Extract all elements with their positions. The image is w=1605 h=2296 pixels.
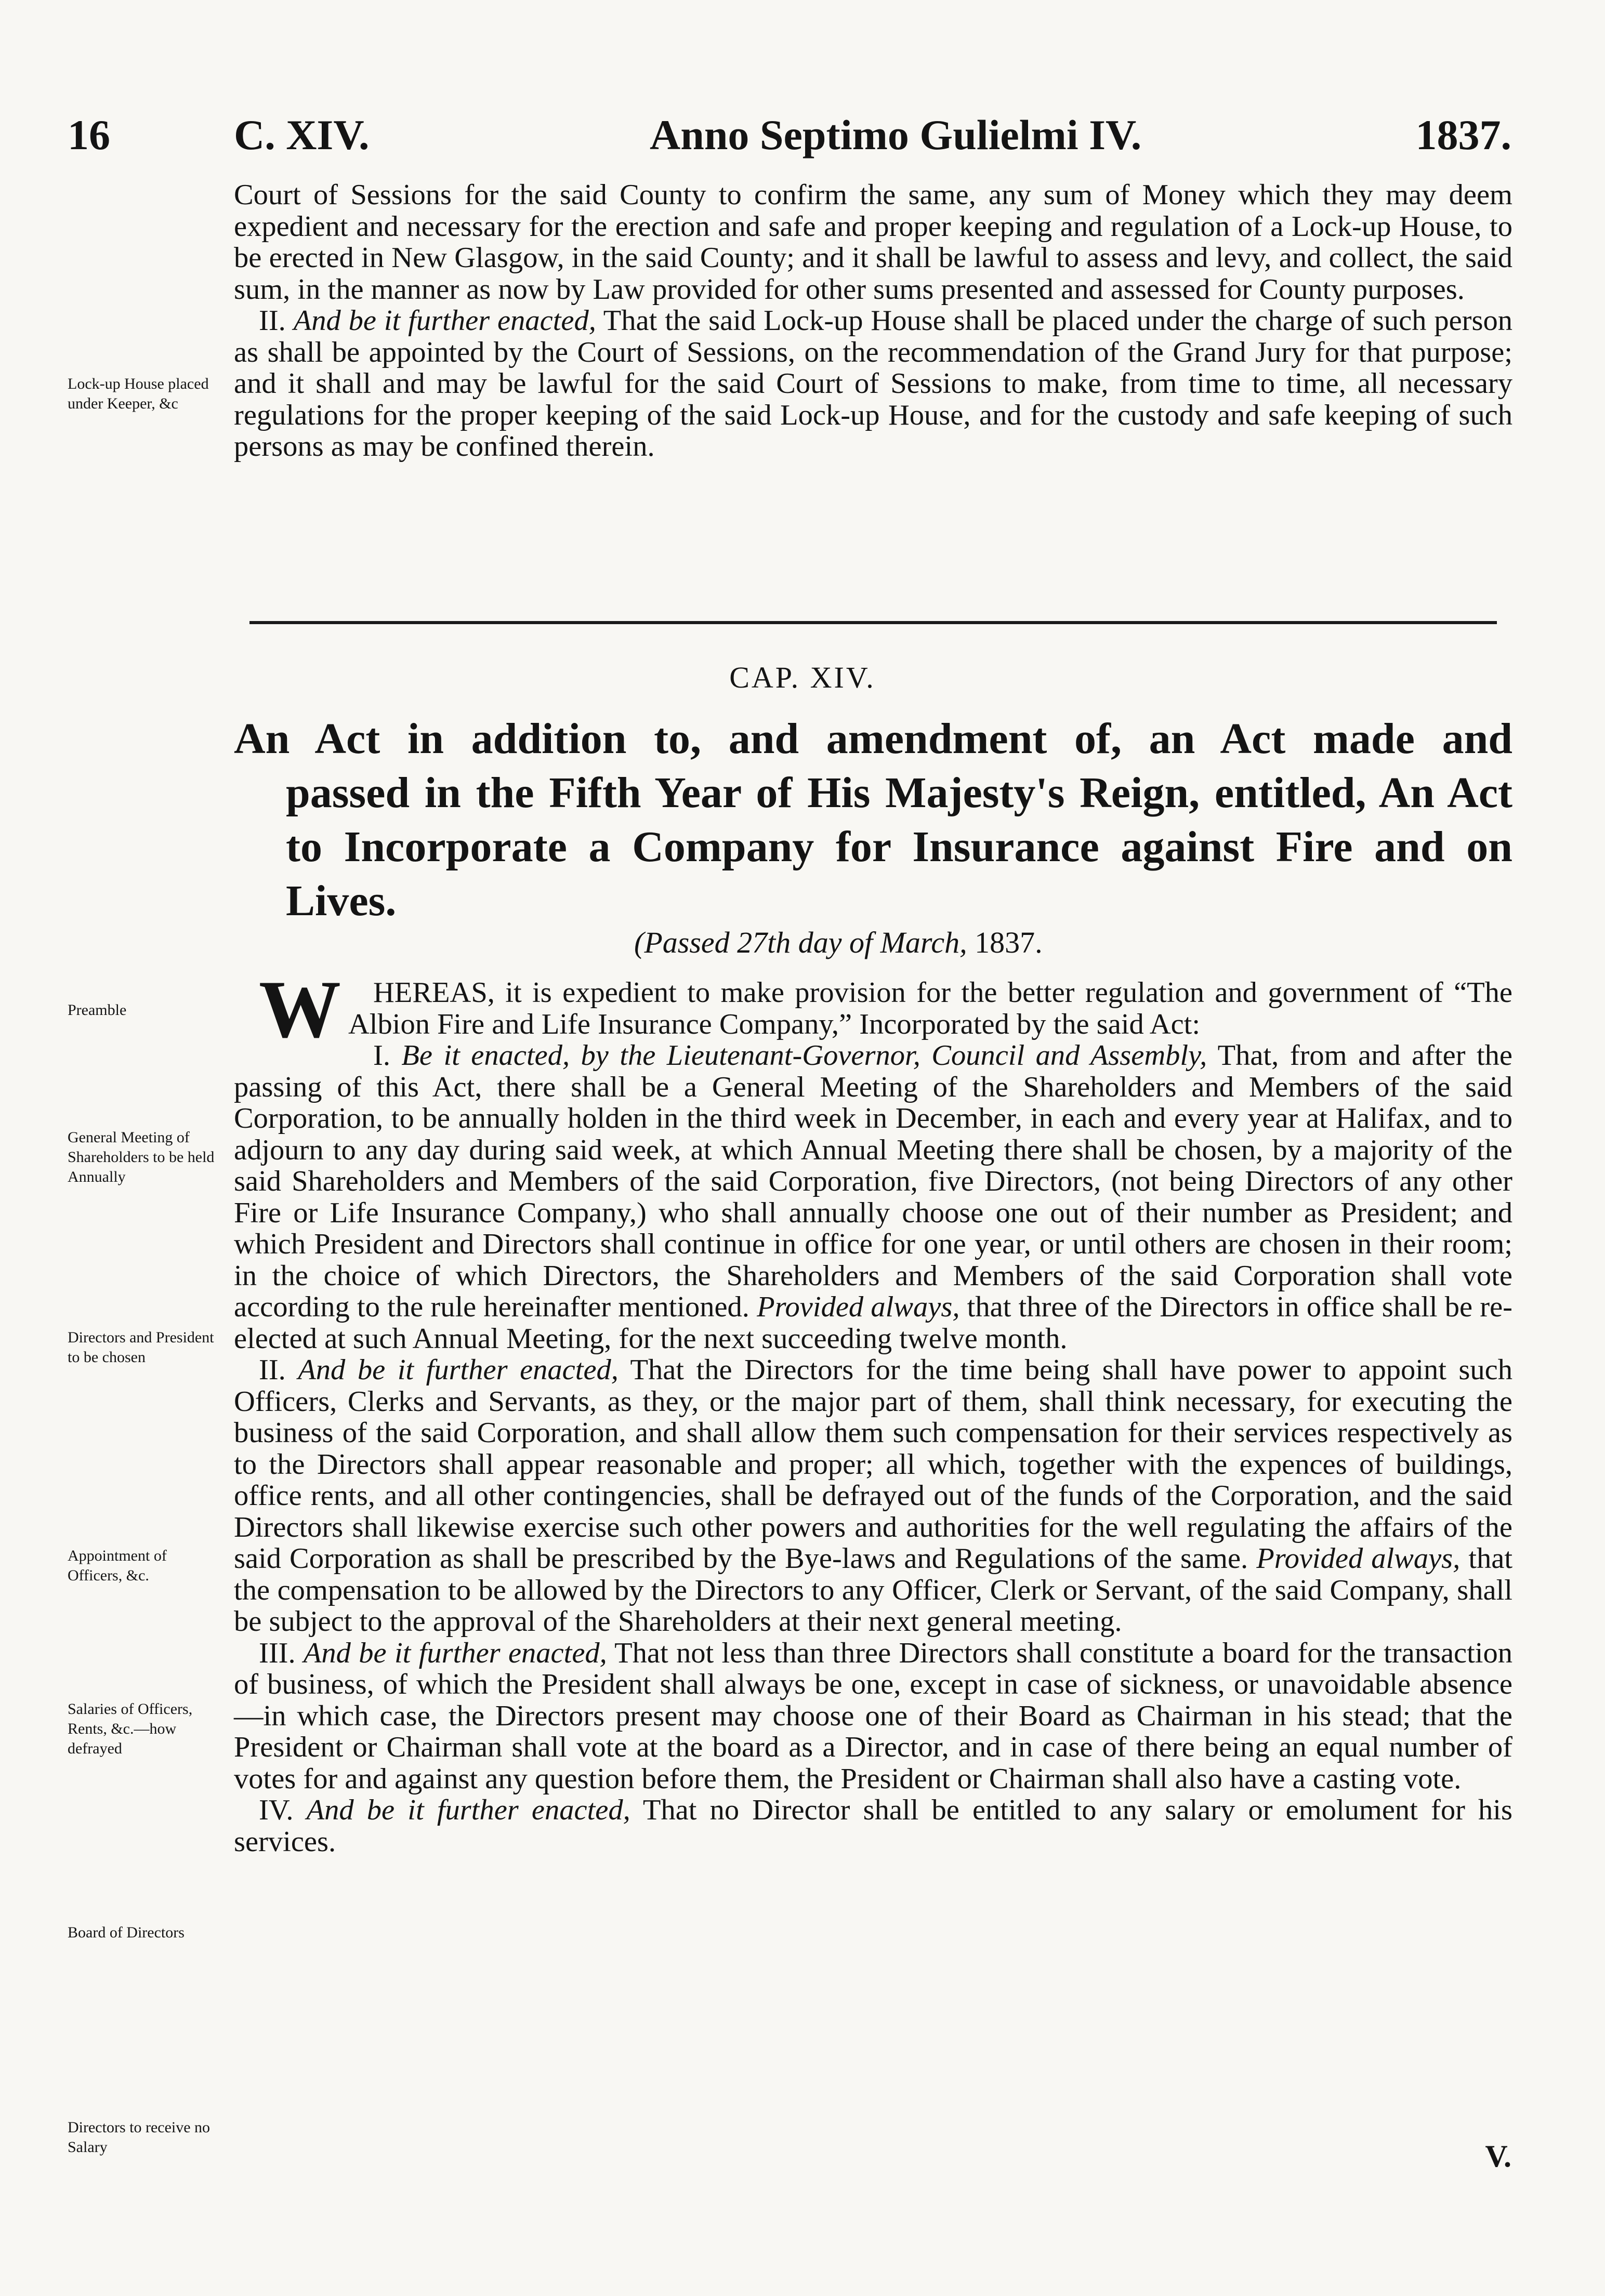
margin-note-general-meeting: General Meeting of Shareholders to be held Annually: [68, 1129, 215, 1185]
act-title-first-line: An Act in addition to, and amendment of, an Act made and: [234, 715, 1512, 763]
passed-year: 1837.: [975, 926, 1043, 959]
proviso-words: Provided always,: [1256, 1542, 1461, 1575]
section-text: That the said Lock-up House shall be placed under the charge of such person as shall be appointed by the Court of Sessions, on the recommendation of the Grand Jury for that purpose; and it shall and may be lawful for the said Court of Sessions to make, from time to time, all necessary regulations for the proper keeping of the said Lock-up House, and for the custody and safe keeping of such persons as may be confined therein.: [234, 305, 1512, 463]
section-1: [234, 1040, 1512, 1354]
cap-heading: CAP. XIV.: [729, 661, 876, 694]
margin-note-board: Board of Directors: [68, 1924, 185, 1941]
enacting-words: Be it enacted, by the Lieutenant-Governor, Council and Assembly,: [401, 1039, 1207, 1072]
carryover-section-2: [234, 305, 1512, 463]
drop-capital: W: [259, 964, 341, 1055]
section-number: I.: [373, 1039, 390, 1072]
preamble-paragraph: [234, 964, 1512, 1055]
margin-note-lockup: Lock-up House placed under Keeper, &c: [68, 375, 209, 412]
section-3: [234, 1638, 1512, 1795]
section-number: II.: [259, 1354, 286, 1386]
section-number: II.: [259, 305, 286, 337]
section-number: III.: [259, 1637, 296, 1669]
proviso-words: Provided always,: [757, 1291, 960, 1323]
enacting-words: And be it further enacted,: [303, 1637, 607, 1669]
header-year: 1837.: [1415, 111, 1511, 159]
section-text: That not less than three Directors shall constitute a board for the transaction of business, of which the President shall always be one, except in case of sickness, or unavoidable absence—in which case, the Directors present may choose one of their Board as Chairman in his stead; that the President or Chairman shall vote at the board as a Director, and in case of there being an equal number of votes for and against any question before them, the President or Chairman shall also have a casting vote.: [234, 1637, 1512, 1795]
margin-note-no-salary: Directors to receive no Salary: [68, 2119, 211, 2156]
section-text: That the Directors for the time being shall have power to appoint such Officers, Clerks and Servants, as they, or the major part of them, shall think necessary, for executing the business of the said Corporation, and shall allow them such compensation for their services respectively as to the Directors shall appear reasonable and proper; all which, together with the expences of buildings, office rents, and all other contingencies, shall be defrayed out of the funds of the Corporation, and the said Directors shall likewise exercise such other powers and authorities for the well regulating the affairs of the said Corporation as shall be prescribed by the Bye-laws and Regulations of the same.: [234, 1354, 1512, 1575]
passed-date-text: (Passed 27th day of March,: [634, 926, 967, 959]
section-text: That no Director shall be entitled to any salary or emolument for his services.: [234, 1794, 1512, 1858]
passed-date: [634, 925, 1043, 960]
section-text-cont: that three of the Directors in office shall be re-elected at such Annual Meeting, for the next succeeding twelve month.: [234, 1291, 1512, 1355]
preamble-text: HEREAS, it is expedient to make provision for the better regulation and government of “The Albion Fire and Life Insurance Company,” Incorporated by the said Act:: [348, 977, 1512, 1040]
act-title: [234, 712, 1512, 928]
regnal-title: Anno Septimo Gulielmi IV.: [650, 111, 1142, 159]
chapter-heading: C. XIV.: [234, 111, 370, 159]
running-header: [68, 109, 1511, 166]
section-text-cont: that the compensation to be allowed by the Directors to any Officer, Clerk or Servant, of the said Company, shall be subject to the approval of the Shareholders at their next general meeting.: [234, 1542, 1513, 1638]
section-text: That, from and after the passing of this Act, there shall be a General Meeting of the Shareholders and Members of the said Corporation, to be annually holden in the third week in December, in each and every year at Halifax, and to adjourn to any day during said week, at which Annual Meeting there shall be chosen, by a majority of the said Shareholders and Members of the said Corporation, five Directors, (not being Directors of any other Fire or Life Insurance Company,) who shall annually choose one out of their number as President; and which President and Directors shall continue in office for one year, or until others are chosen in their room; in the choice of which Directors, the Shareholders and Members of the said Corporation shall vote according to the rule hereinafter mentioned.: [234, 1039, 1513, 1323]
enacting-words: And be it further enacted,: [293, 305, 596, 337]
margin-note-appointment: Appointment of Officers, &c.: [68, 1547, 167, 1584]
enacting-words: And be it further enacted,: [306, 1794, 630, 1826]
section-4: [234, 1794, 1512, 1857]
signature-mark: V.: [1485, 2139, 1511, 2173]
enacting-words: And be it further enacted,: [298, 1354, 619, 1386]
previous-chapter-text: [234, 179, 1512, 463]
section-number: IV.: [259, 1794, 294, 1826]
margin-note-preamble: Preamble: [68, 1001, 127, 1019]
act-title-rest: passed in the Fifth Year of His Majesty's Reign, entitled, An Act to Incorporate a Company for Insurance against Fire and on Lives.: [286, 769, 1512, 925]
margin-note-salaries: Salaries of Officers, Rents, &c.—how defrayed: [68, 1700, 193, 1757]
chapter-separator-rule: [249, 621, 1497, 624]
margin-note-directors: Directors and President to be chosen: [68, 1329, 214, 1366]
page-number: 16: [68, 111, 110, 159]
section-2: [234, 1354, 1512, 1638]
carryover-paragraph: Court of Sessions for the said County to confirm the same, any sum of Money which they may deem expedient and necessary for the erection and safe and proper keeping and regulation of a Lock-up House, to be erected in New Glasgow, in the said County; and it shall be lawful to assess and levy, and collect, the said sum, in the manner as now by Law provided for other sums presented and assessed for County purposes.: [234, 179, 1512, 306]
act-body: [234, 964, 1513, 1858]
